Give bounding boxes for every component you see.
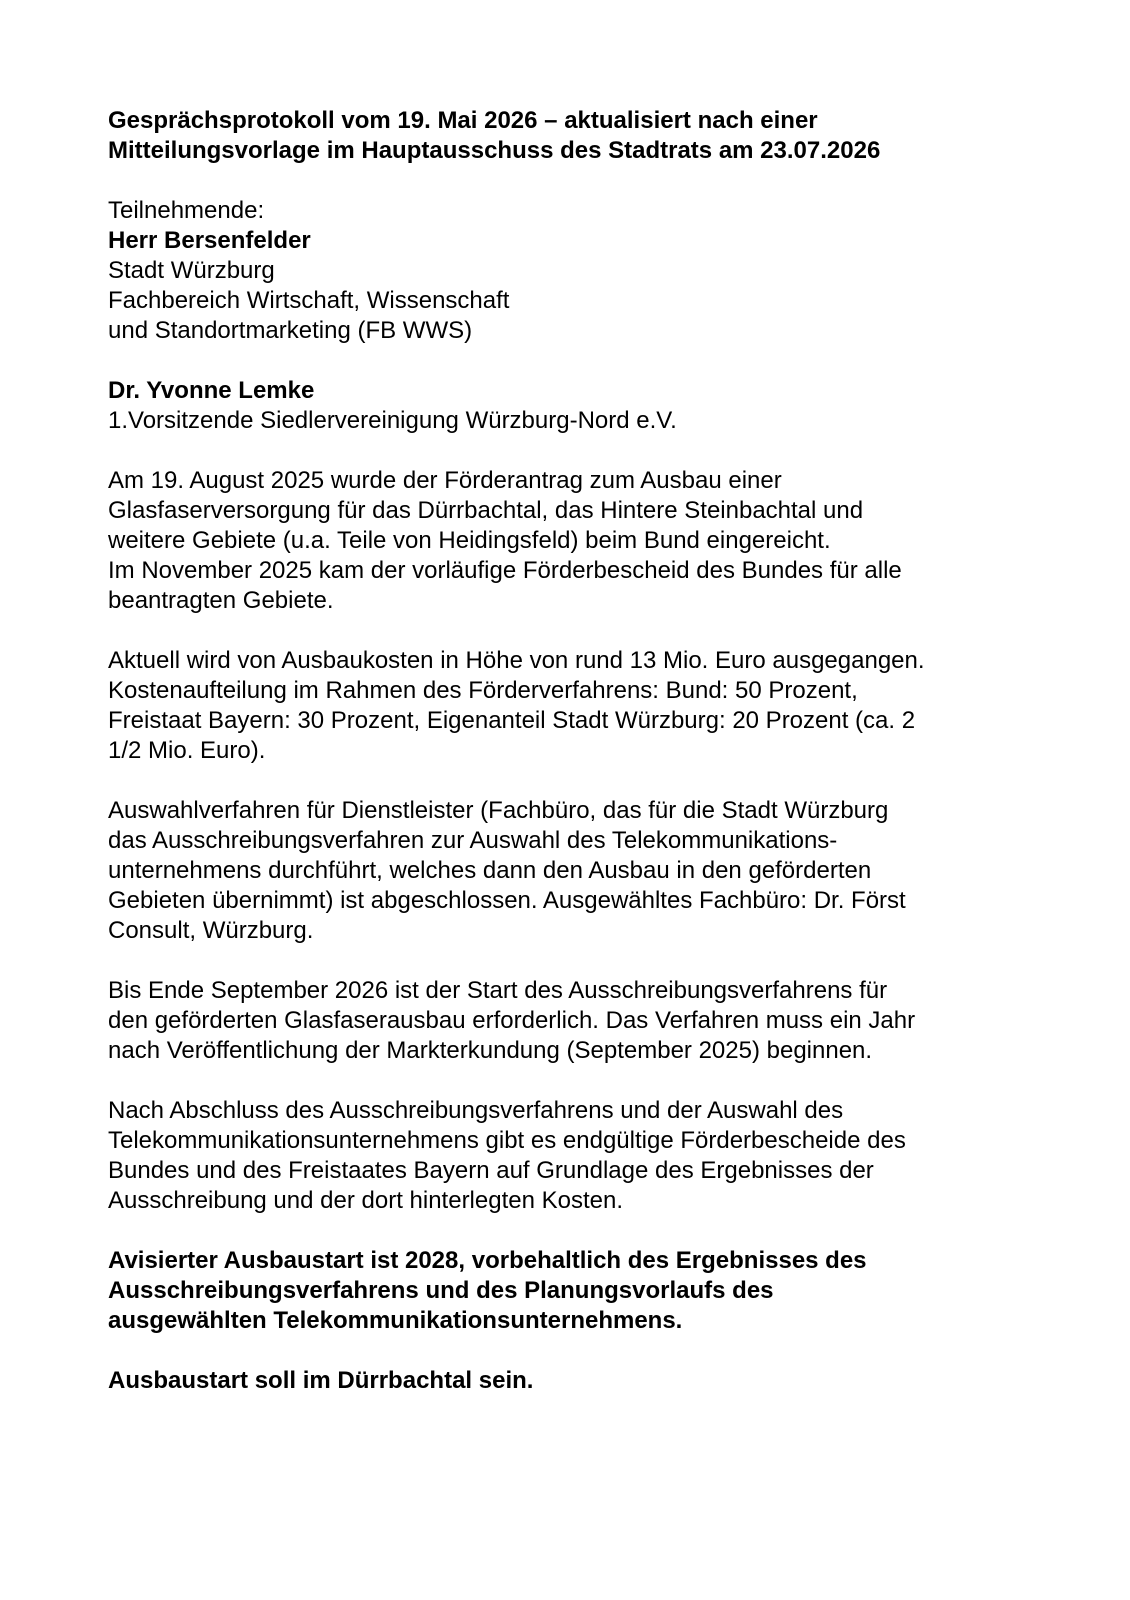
conclusion-line: ausgewählten Telekommunikationsunternehmens.	[108, 1307, 683, 1334]
participant-detail: 1.Vorsitzende Siedlervereinigung Würzburg-Nord e.V.	[108, 407, 677, 434]
paragraph-selection	[108, 796, 1028, 946]
final-statement	[108, 1366, 1028, 1396]
paragraph-line: Kostenaufteilung im Rahmen des Förderverfahrens: Bund: 50 Prozent,	[108, 677, 858, 704]
paragraph-line: Consult, Würzburg.	[108, 917, 314, 944]
paragraph-line: unternehmens durchführt, welches dann den Ausbau in den geförderten	[108, 857, 872, 884]
conclusion-line: Avisierter Ausbaustart ist 2028, vorbehaltlich des Ergebnisses des	[108, 1247, 867, 1274]
paragraph-line: Ausschreibung und der dort hinterlegten Kosten.	[108, 1187, 624, 1214]
paragraph-line: Auswahlverfahren für Dienstleister (Fachbüro, das für die Stadt Würzburg	[108, 797, 889, 824]
paragraph-line: Im November 2025 kam der vorläufige Förderbescheid des Bundes für alle	[108, 557, 902, 584]
paragraph-line: nach Veröffentlichung der Markterkundung (September 2025) beginnen.	[108, 1037, 873, 1064]
participant-detail: Fachbereich Wirtschaft, Wissenschaft	[108, 287, 510, 314]
title-line: Mitteilungsvorlage im Hauptausschuss des Stadtrats am 23.07.2026	[108, 137, 881, 164]
final-line: Ausbaustart soll im Dürrbachtal sein.	[108, 1367, 534, 1394]
paragraph-costs	[108, 646, 1028, 766]
title-line: Gesprächsprotokoll vom 19. Mai 2026 – aktualisiert nach einer	[108, 107, 818, 134]
participant-name: Dr. Yvonne Lemke	[108, 377, 315, 404]
paragraph-application	[108, 466, 1028, 616]
paragraph-line: Bis Ende September 2026 ist der Start des Ausschreibungsverfahrens für	[108, 977, 888, 1004]
participant-name: Herr Bersenfelder	[108, 227, 311, 254]
participant-detail: Stadt Würzburg	[108, 257, 275, 284]
document-body	[108, 106, 1028, 1426]
paragraph-line: 1/2 Mio. Euro).	[108, 737, 266, 764]
paragraph-line: Gebieten übernimmt) ist abgeschlossen. Ausgewähltes Fachbüro: Dr. Först	[108, 887, 906, 914]
paragraph-line: Aktuell wird von Ausbaukosten in Höhe von rund 13 Mio. Euro ausgegangen.	[108, 647, 925, 674]
paragraph-final-notices	[108, 1096, 1028, 1216]
paragraph-line: das Ausschreibungsverfahren zur Auswahl des Telekommunikations-	[108, 827, 838, 854]
paragraph-line: Nach Abschluss des Ausschreibungsverfahrens und der Auswahl des	[108, 1097, 844, 1124]
paragraph-line: beantragten Gebiete.	[108, 587, 334, 614]
paragraph-line: Bundes und des Freistaates Bayern auf Grundlage des Ergebnisses der	[108, 1157, 874, 1184]
conclusion-block	[108, 1246, 1028, 1336]
participants-block	[108, 196, 1028, 346]
paragraph-line: Freistaat Bayern: 30 Prozent, Eigenanteil Stadt Würzburg: 20 Prozent (ca. 2	[108, 707, 916, 734]
paragraph-line: den geförderten Glasfaserausbau erforderlich. Das Verfahren muss ein Jahr	[108, 1007, 916, 1034]
paragraph-line: Glasfaserversorgung für das Dürrbachtal, das Hintere Steinbachtal und	[108, 497, 864, 524]
paragraph-line: weitere Gebiete (u.a. Teile von Heidingsfeld) beim Bund eingereicht.	[108, 527, 831, 554]
participants-heading: Teilnehmende:	[108, 197, 265, 224]
participant-detail: und Standortmarketing (FB WWS)	[108, 317, 473, 344]
document-title	[108, 106, 1028, 166]
paragraph-line: Telekommunikationsunternehmens gibt es endgültige Förderbescheide des	[108, 1127, 906, 1154]
participant-2-block	[108, 376, 1028, 436]
conclusion-line: Ausschreibungsverfahrens und des Planungsvorlaufs des	[108, 1277, 774, 1304]
paragraph-line: Am 19. August 2025 wurde der Förderantrag zum Ausbau einer	[108, 467, 782, 494]
paragraph-deadline	[108, 976, 1028, 1066]
